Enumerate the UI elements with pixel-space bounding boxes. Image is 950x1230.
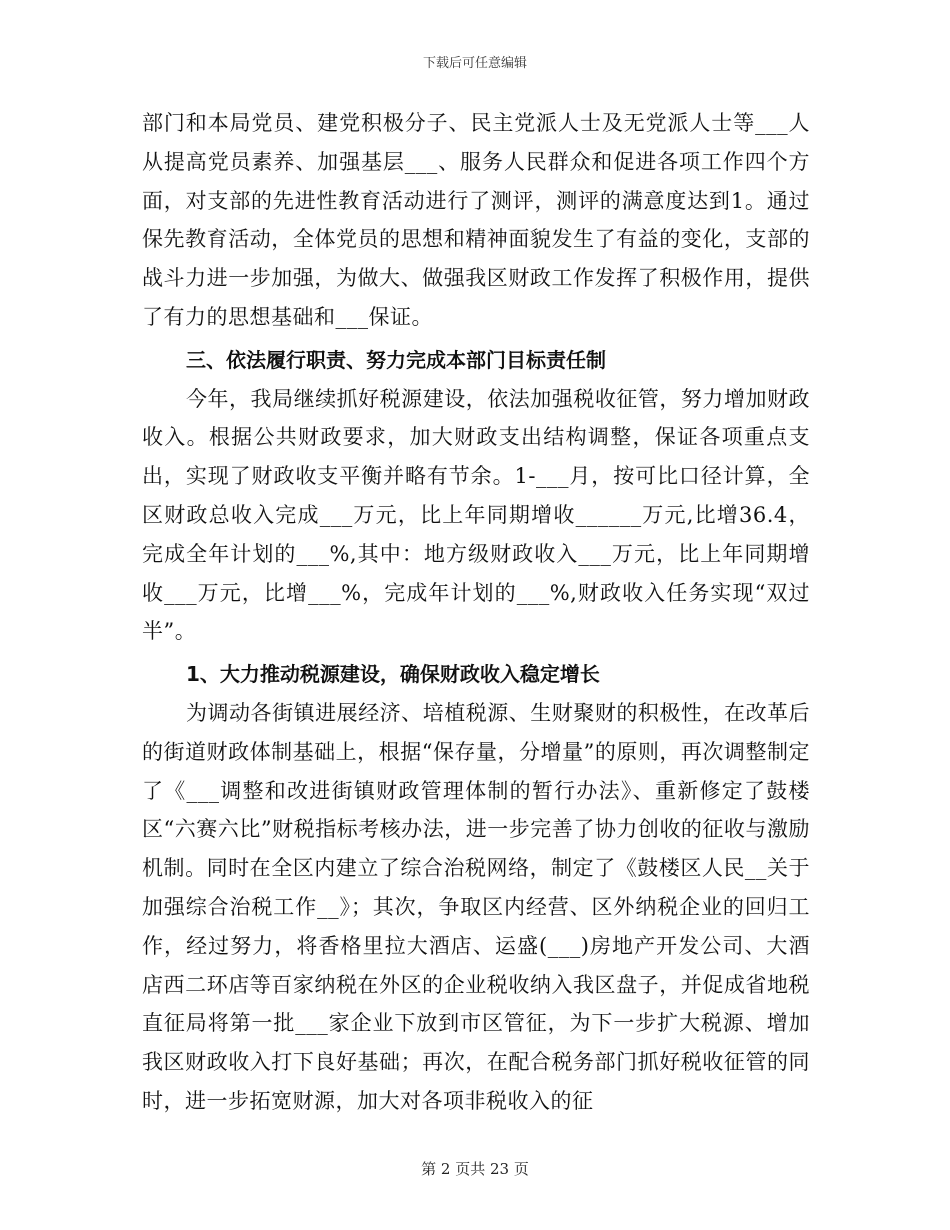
page-number: 第 2 页共 23 页	[421, 1160, 529, 1178]
subsection-heading-1: 1、大力推动税源建设，确保财政收入稳定增长	[186, 662, 600, 687]
section-heading-3: 三、依法履行职责、努力完成本部门目标责任制	[186, 347, 606, 372]
paragraph-continuation: 部门和本局党员、建党积极分子、民主党派人士及无党派人士等___人从提高党员素养、加强基层___、服务人民群众和促进各项工作四个方面，对支部的先进性教育活动进行了测评，测评的满意度达到1。通过保先教育活动，全体党员的思想和精神面貌发生了有益的变化，支部的战斗力进一步加强，为做大、做强我区财政工作发挥了积极作用，提供了有力的思想基础和___保证。	[142, 111, 810, 329]
page-header: 下载后可任意编辑	[422, 56, 527, 71]
paragraph-fiscal-revenue: 今年，我局继续抓好税源建设，依法加强税收征管，努力增加财政收入。根据公共财政要求，加大财政支出结构调整，保证各项重点支出，实现了财政收支平衡并略有节余。1-___月，按可比口径计算，全区财政总收入完成___万元，比上年同期增收______万元,比增36.4，完成全年计划的___%,其中：地方级财政收入___万元，比上年同期增收___万元，比增___%，完成年计划的___%,财政收入任务实现“双过半”。	[142, 386, 810, 644]
document-body	[142, 104, 810, 1121]
paragraph-tax-source: 为调动各街镇进展经济、培植税源、生财聚财的积极性，在改革后的街道财政体制基础上，根据“保存量，分增量”的原则，再次调整制定了《___调整和改进街镇财政管理体制的暂行办法》、重新修定了鼓楼区“六赛六比”财税指标考核办法，进一步完善了协力创收的征收与激励机制。同时在全区内建立了综合治税网络，制定了《鼓楼区人民__关于加强综合治税工作__》；其次，争取区内经营、区外纳税企业的回归工作，经过努力，将香格里拉大酒店、运盛(___)房地产开发公司、大酒店西二环店等百家纳税在外区的企业税收纳入我区盘子，并促成省地税直征局将第一批___家企业下放到市区管征，为下一步扩大税源、增加我区财政收入打下良好基础；再次，在配合税务部门抓好税收征管的同时，进一步拓宽财源，加大对各项非税收入的征	[142, 700, 810, 1113]
